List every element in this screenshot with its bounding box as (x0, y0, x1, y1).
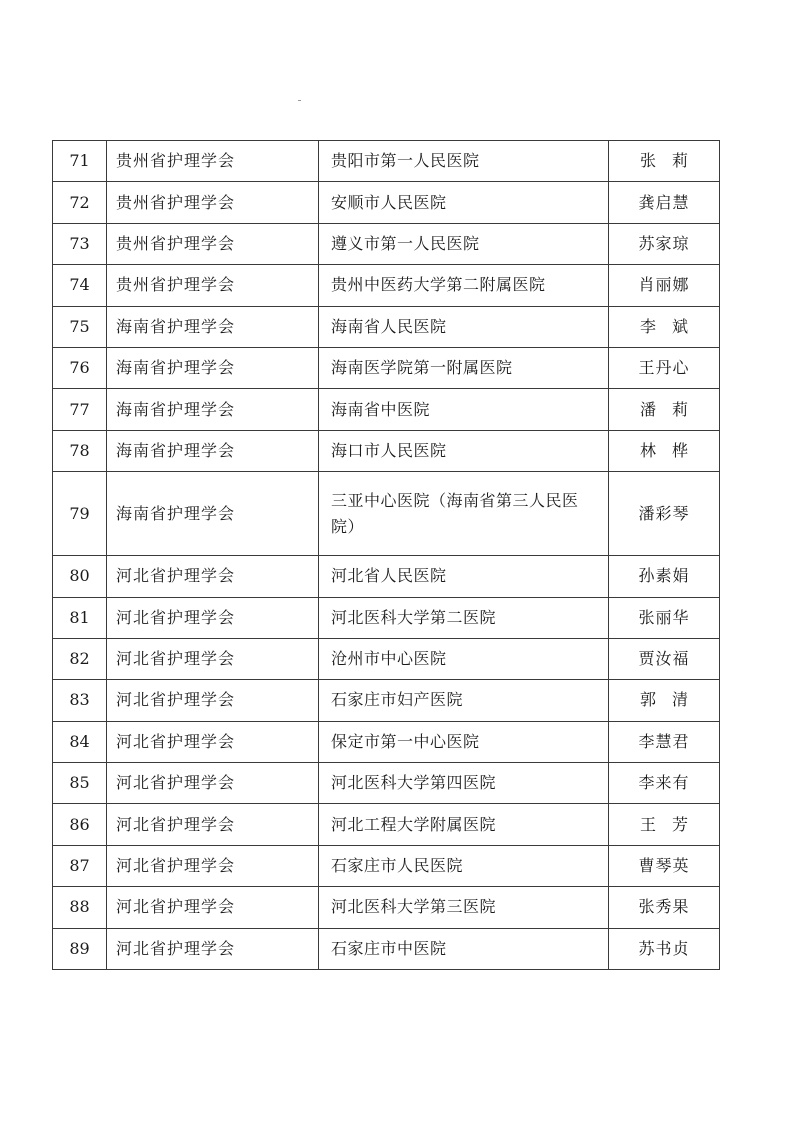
table-row (53, 182, 720, 223)
table-row (53, 763, 720, 804)
society-name: 河北省护理学会 (107, 887, 319, 928)
person-name: 潘莉 (609, 389, 720, 430)
row-number: 89 (53, 928, 107, 969)
hospital-name: 安顺市人民医院 (319, 182, 609, 223)
table-row (53, 556, 720, 597)
table-row (53, 597, 720, 638)
hospital-name: 河北医科大学第二医院 (319, 597, 609, 638)
table-row (53, 638, 720, 679)
row-number: 73 (53, 223, 107, 264)
person-name: 王丹心 (609, 347, 720, 388)
row-number: 85 (53, 763, 107, 804)
row-number: 80 (53, 556, 107, 597)
hospital-name: 保定市第一中心医院 (319, 721, 609, 762)
person-name: 苏书贞 (609, 928, 720, 969)
person-name: 李来有 (609, 763, 720, 804)
hospital-name: 贵州中医药大学第二附属医院 (319, 265, 609, 306)
table-row (53, 472, 720, 556)
roster-table-body (53, 141, 720, 970)
row-number: 71 (53, 141, 107, 182)
table-row (53, 721, 720, 762)
hospital-name: 沧州市中心医院 (319, 638, 609, 679)
hospital-name: 河北工程大学附属医院 (319, 804, 609, 845)
hospital-name: 三亚中心医院（海南省第三人民医院） (319, 472, 609, 556)
row-number: 78 (53, 430, 107, 471)
table-row (53, 389, 720, 430)
person-name: 贾汝福 (609, 638, 720, 679)
person-name: 肖丽娜 (609, 265, 720, 306)
table-row (53, 347, 720, 388)
row-number: 77 (53, 389, 107, 430)
scan-mark (298, 100, 301, 101)
row-number: 72 (53, 182, 107, 223)
hospital-name: 河北省人民医院 (319, 556, 609, 597)
society-name: 贵州省护理学会 (107, 223, 319, 264)
hospital-name: 海南医学院第一附属医院 (319, 347, 609, 388)
person-name: 李斌 (609, 306, 720, 347)
row-number: 81 (53, 597, 107, 638)
person-name: 李慧君 (609, 721, 720, 762)
person-name: 郭清 (609, 680, 720, 721)
society-name: 贵州省护理学会 (107, 265, 319, 306)
row-number: 79 (53, 472, 107, 556)
table-row (53, 845, 720, 886)
row-number: 84 (53, 721, 107, 762)
society-name: 海南省护理学会 (107, 347, 319, 388)
society-name: 河北省护理学会 (107, 597, 319, 638)
person-name: 孙素娟 (609, 556, 720, 597)
person-name: 王芳 (609, 804, 720, 845)
society-name: 贵州省护理学会 (107, 182, 319, 223)
table-row (53, 141, 720, 182)
roster-table (52, 140, 720, 970)
hospital-name: 石家庄市中医院 (319, 928, 609, 969)
row-number: 74 (53, 265, 107, 306)
society-name: 河北省护理学会 (107, 556, 319, 597)
row-number: 87 (53, 845, 107, 886)
society-name: 河北省护理学会 (107, 721, 319, 762)
table-row (53, 680, 720, 721)
society-name: 海南省护理学会 (107, 472, 319, 556)
society-name: 海南省护理学会 (107, 430, 319, 471)
hospital-name: 河北医科大学第四医院 (319, 763, 609, 804)
table-row (53, 265, 720, 306)
society-name: 河北省护理学会 (107, 763, 319, 804)
society-name: 河北省护理学会 (107, 680, 319, 721)
table-row (53, 928, 720, 969)
table-row (53, 430, 720, 471)
table-row (53, 887, 720, 928)
society-name: 河北省护理学会 (107, 638, 319, 679)
row-number: 75 (53, 306, 107, 347)
hospital-name: 贵阳市第一人民医院 (319, 141, 609, 182)
table-row (53, 306, 720, 347)
society-name: 海南省护理学会 (107, 306, 319, 347)
hospital-name: 海口市人民医院 (319, 430, 609, 471)
society-name: 河北省护理学会 (107, 804, 319, 845)
person-name: 苏家琼 (609, 223, 720, 264)
person-name: 林桦 (609, 430, 720, 471)
hospital-name: 河北医科大学第三医院 (319, 887, 609, 928)
person-name: 张秀果 (609, 887, 720, 928)
society-name: 贵州省护理学会 (107, 141, 319, 182)
hospital-name: 海南省中医院 (319, 389, 609, 430)
table-row (53, 223, 720, 264)
person-name: 张丽华 (609, 597, 720, 638)
person-name: 龚启慧 (609, 182, 720, 223)
hospital-name: 海南省人民医院 (319, 306, 609, 347)
hospital-name: 石家庄市妇产医院 (319, 680, 609, 721)
table-row (53, 804, 720, 845)
society-name: 河北省护理学会 (107, 928, 319, 969)
hospital-name: 遵义市第一人民医院 (319, 223, 609, 264)
row-number: 76 (53, 347, 107, 388)
row-number: 83 (53, 680, 107, 721)
row-number: 88 (53, 887, 107, 928)
society-name: 河北省护理学会 (107, 845, 319, 886)
person-name: 潘彩琴 (609, 472, 720, 556)
person-name: 张莉 (609, 141, 720, 182)
society-name: 海南省护理学会 (107, 389, 319, 430)
row-number: 82 (53, 638, 107, 679)
row-number: 86 (53, 804, 107, 845)
person-name: 曹琴英 (609, 845, 720, 886)
hospital-name: 石家庄市人民医院 (319, 845, 609, 886)
